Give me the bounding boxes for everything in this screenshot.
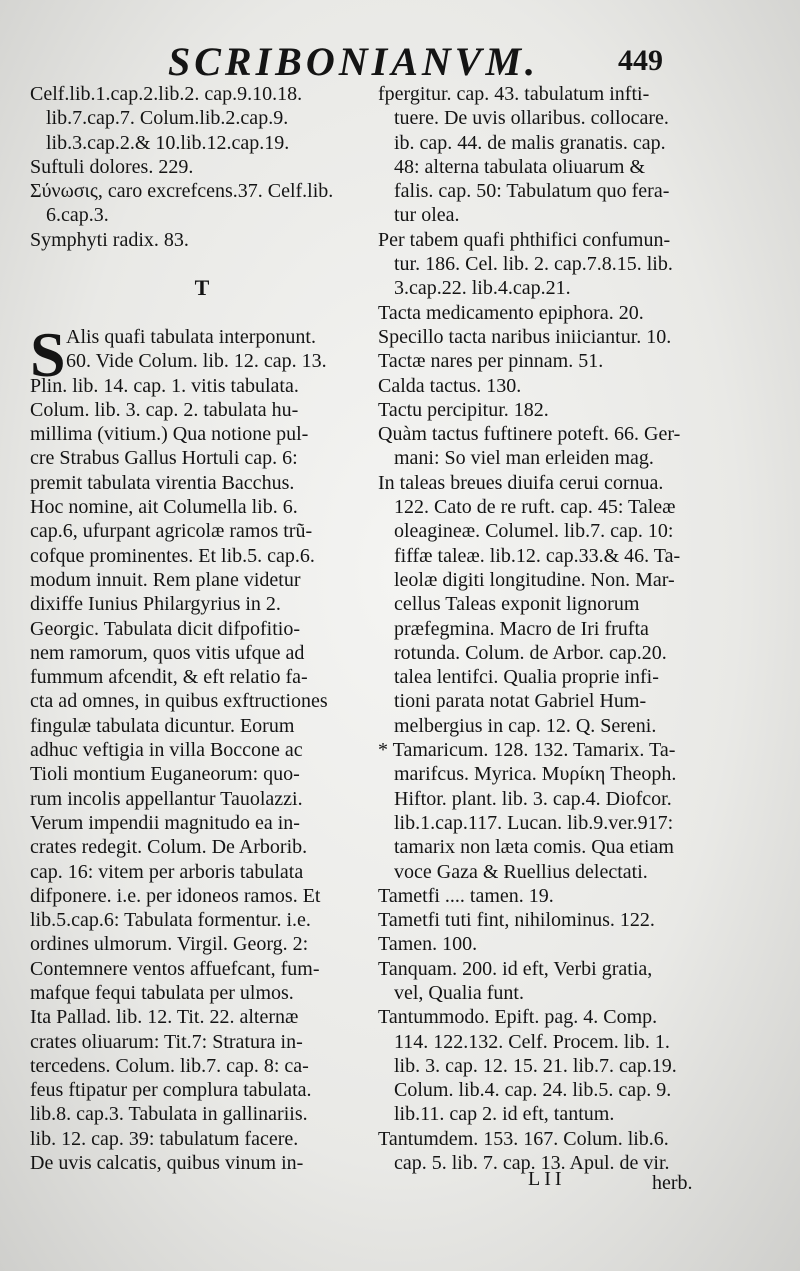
- index-line: Georgic. Tabulata dicit difpofitio-: [30, 617, 301, 640]
- index-line: voce Gaza & Ruellius delectati.: [394, 860, 648, 883]
- index-line: 6.cap.3.: [46, 204, 109, 227]
- index-line: mafque fequi tabulata per ulmos.: [30, 981, 294, 1004]
- index-line: 48: alterna tabulata oliuarum &: [394, 155, 646, 178]
- index-line: lib. 3. cap. 12. 15. 21. lib.7. cap.19.: [394, 1054, 677, 1077]
- index-line: nem ramorum, quos vitis ufque ad: [30, 641, 305, 664]
- index-line: tur. 186. Cel. lib. 2. cap.7.8.15. lib.: [394, 253, 673, 276]
- index-line: De uvis calcatis, quibus vinum in-: [30, 1152, 304, 1175]
- index-line: ordines ulmorum. Virgil. Georg. 2:: [30, 933, 309, 956]
- index-line: leolæ digiti longitudine. Non. Mar-: [394, 568, 675, 591]
- index-line: rum incolis appellantur Tauolazzi.: [30, 787, 303, 810]
- index-line: lib. 12. cap. 39: tabulatum facere.: [30, 1127, 299, 1150]
- index-line: cap. 16: vitem per arboris tabulata: [30, 860, 304, 883]
- index-line: tioni parata notat Gabriel Hum-: [394, 690, 647, 713]
- index-line: Calda tactus. 130.: [378, 374, 522, 397]
- index-line: melbergius in cap. 12. Q. Sereni.: [394, 714, 657, 737]
- index-line: vel, Qualia funt.: [394, 981, 524, 1004]
- index-line: Contemnere ventos affuefcant, fum-: [30, 957, 320, 980]
- index-line: Tamen. 100.: [378, 933, 478, 956]
- index-line: Alis quafi tabulata interponunt.: [66, 325, 316, 348]
- index-line: feus ftipatur per complura tabulata.: [30, 1079, 312, 1102]
- index-line: oleagineæ. Columel. lib.7. cap. 10:: [394, 520, 674, 543]
- index-line: talea lentifci. Qualia proprie infi-: [394, 666, 659, 689]
- index-line: lib.8. cap.3. Tabulata in gallinariis.: [30, 1103, 308, 1126]
- index-line: 114. 122.132. Celf. Procem. lib. 1.: [394, 1030, 670, 1053]
- index-line: premit tabulata virentia Bacchus.: [30, 471, 295, 494]
- index-line: Tantumdem. 153. 167. Colum. lib.6.: [378, 1127, 669, 1150]
- index-line: mani: So viel man erleiden mag.: [394, 447, 654, 470]
- index-line: dixiffe Iunius Philargyrius in 2.: [30, 593, 281, 616]
- index-line: difponere. i.e. per idoneos ramos. Et: [30, 884, 321, 907]
- index-line: In taleas breues diuifa cerui cornua.: [378, 471, 664, 494]
- index-line: Ita Pallad. lib. 12. Tit. 22. alternæ: [30, 1006, 299, 1029]
- index-line: lib.7.cap.7. Colum.lib.2.cap.9.: [46, 107, 289, 130]
- signature-mark: LII: [528, 1168, 566, 1190]
- index-line: Tametfi tuti fint, nihilominus. 122.: [378, 909, 655, 932]
- page-header: [0, 38, 800, 88]
- index-line: tur olea.: [394, 204, 460, 227]
- page-footer: [0, 1168, 800, 1198]
- index-line: lib.5.cap.6: Tabulata formentur. i.e.: [30, 909, 311, 932]
- index-line: Plin. lib. 14. cap. 1. vitis tabulata.: [30, 374, 299, 397]
- index-line: crates oliuarum: Tit.7: Stratura in-: [30, 1030, 303, 1053]
- index-line: fingulæ tabulata dicuntur. Eorum: [30, 714, 295, 737]
- index-line: cap.6, ufurpant agricolæ ramos trũ-: [30, 520, 313, 543]
- index-line: cta ad omnes, in quibus exftructiones: [30, 690, 328, 713]
- index-line: Tantummodo. Epift. pag. 4. Comp.: [378, 1006, 658, 1029]
- drop-cap-wrapper: [30, 318, 374, 1175]
- index-line: Colum. lib. 3. cap. 2. tabulata hu-: [30, 398, 299, 421]
- index-line: Tanquam. 200. id eft, Verbi gratia,: [378, 957, 653, 980]
- index-line: cofque prominentes. Et lib.5. cap.6.: [30, 544, 315, 567]
- index-line: fpergitur. cap. 43. tabulatum infti-: [378, 83, 650, 105]
- index-line: Colum. lib.4. cap. 24. lib.5. cap. 9.: [394, 1079, 672, 1102]
- index-line: Tacta medicamento epiphora. 20.: [378, 301, 644, 324]
- index-line: Symphyti radix. 83.: [30, 228, 189, 251]
- index-line: 60. Vide Colum. lib. 12. cap. 13.: [66, 350, 327, 373]
- index-line: crates redegit. Colum. De Arborib.: [30, 836, 308, 859]
- index-line: Tactæ nares per pinnam. 51.: [378, 350, 604, 373]
- blank-line: [30, 301, 374, 325]
- index-line: Σύνωσις, caro excrefcens.37. Celf.lib.: [30, 180, 334, 203]
- index-line: Suftuli dolores. 229.: [30, 155, 194, 178]
- index-line: * Tamaricum. 128. 132. Tamarix. Ta-: [378, 739, 676, 762]
- index-line: 122. Cato de re ruft. cap. 45: Taleæ: [394, 496, 676, 519]
- index-line: lib.3.cap.2.& 10.lib.12.cap.19.: [46, 131, 290, 154]
- index-line: Tioli montium Euganeorum: quo-: [30, 763, 300, 786]
- index-line: Hiftor. plant. lib. 3. cap.4. Diofcor.: [394, 787, 672, 810]
- index-line: lib.11. cap 2. id eft, tantum.: [394, 1103, 615, 1126]
- index-line: ib. cap. 44. de malis granatis. cap.: [394, 131, 666, 154]
- index-line: lib.1.cap.117. Lucan. lib.9.ver.917:: [394, 811, 674, 834]
- index-line: marifcus. Myrica. Μυρίκη Theoph.: [394, 763, 677, 786]
- index-line: Per tabem quafi phthifici confumun-: [378, 228, 671, 251]
- index-line: cap. 5. lib. 7. cap. 13. Apul. de vir.: [394, 1152, 670, 1175]
- index-line: tuere. De uvis ollaribus. collocare.: [394, 107, 669, 130]
- index-line: cellus Taleas exponit lignorum: [394, 593, 640, 616]
- index-line: Tactu percipitur. 182.: [378, 398, 549, 421]
- index-line: præfegmina. Macro de Iri frufta: [394, 617, 649, 640]
- blank-line: [30, 252, 374, 276]
- index-line: tercedens. Colum. lib.7. cap. 8: ca-: [30, 1054, 309, 1077]
- index-line: millima (vitium.) Qua notione pul-: [30, 423, 309, 446]
- index-line: Tametfi .... tamen. 19.: [378, 884, 554, 907]
- index-line: Hoc nomine, ait Columella lib. 6.: [30, 496, 298, 519]
- index-line: cre Strabus Gallus Hortuli cap. 6:: [30, 447, 298, 470]
- index-line: falis. cap. 50: Tabulatum quo fera-: [394, 180, 670, 203]
- index-line: Verum impendii magnitudo ea in-: [30, 811, 300, 834]
- index-line: fiffæ taleæ. lib.12. cap.33.& 46. Ta-: [394, 544, 681, 567]
- running-head: SCRIBONIANVM.: [168, 39, 540, 84]
- index-line: tamarix non læta comis. Qua etiam: [394, 836, 674, 859]
- index-line: 3.cap.22. lib.4.cap.21.: [394, 277, 571, 300]
- catchword: herb.: [652, 1172, 693, 1194]
- left-column: [30, 82, 374, 1175]
- index-line: Celf.lib.1.cap.2.lib.2. cap.9.10.18.: [30, 83, 303, 105]
- index-line: adhuc veftigia in villa Boccone ac: [30, 739, 303, 762]
- page-number: 449: [618, 44, 663, 77]
- index-line: fummum afcendit, & eft relatio fa-: [30, 666, 308, 689]
- index-line: Specillo tacta naribus iniiciantur. 10.: [378, 325, 672, 348]
- index-line: Quàm tactus fuftinere poteft. 66. Ger-: [378, 423, 681, 446]
- index-line: modum innuit. Rem plane videtur: [30, 568, 301, 591]
- index-line: rotunda. Colum. de Arbor. cap.20.: [394, 641, 667, 664]
- right-column: [378, 82, 718, 1175]
- drop-cap: S: [30, 318, 66, 390]
- section-letter: T: [194, 275, 210, 301]
